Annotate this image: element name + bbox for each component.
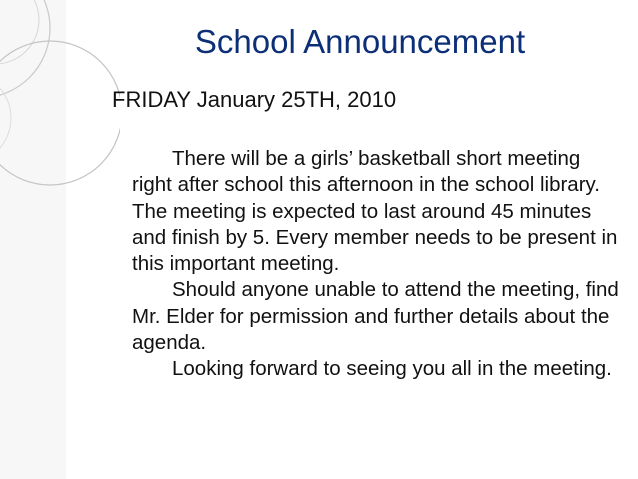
announcement-body — [132, 146, 622, 383]
announcement-paragraph-1: There will be a girls’ basketball short meeting right after school this afternoon in the school library. The meeting is expected to last around 45 minutes and finish by 5. Every member needs to be present in this important meeting. — [132, 147, 618, 276]
deco-circle-middle-small — [0, 72, 11, 164]
announcement-paragraph-3: Looking forward to seeing you all in the meeting. — [172, 357, 612, 381]
date-line: FRIDAY January 25TH, 2010 — [112, 87, 397, 112]
page-title: School Announcement — [194, 23, 526, 60]
announcement-paragraph-2: Should anyone unable to attend the meeting, find Mr. Elder for permission and further details about the agenda. — [132, 278, 619, 355]
deco-circle-top-large — [0, 0, 50, 98]
decorative-circles — [0, 0, 120, 479]
deco-circle-top-small — [0, 0, 39, 64]
